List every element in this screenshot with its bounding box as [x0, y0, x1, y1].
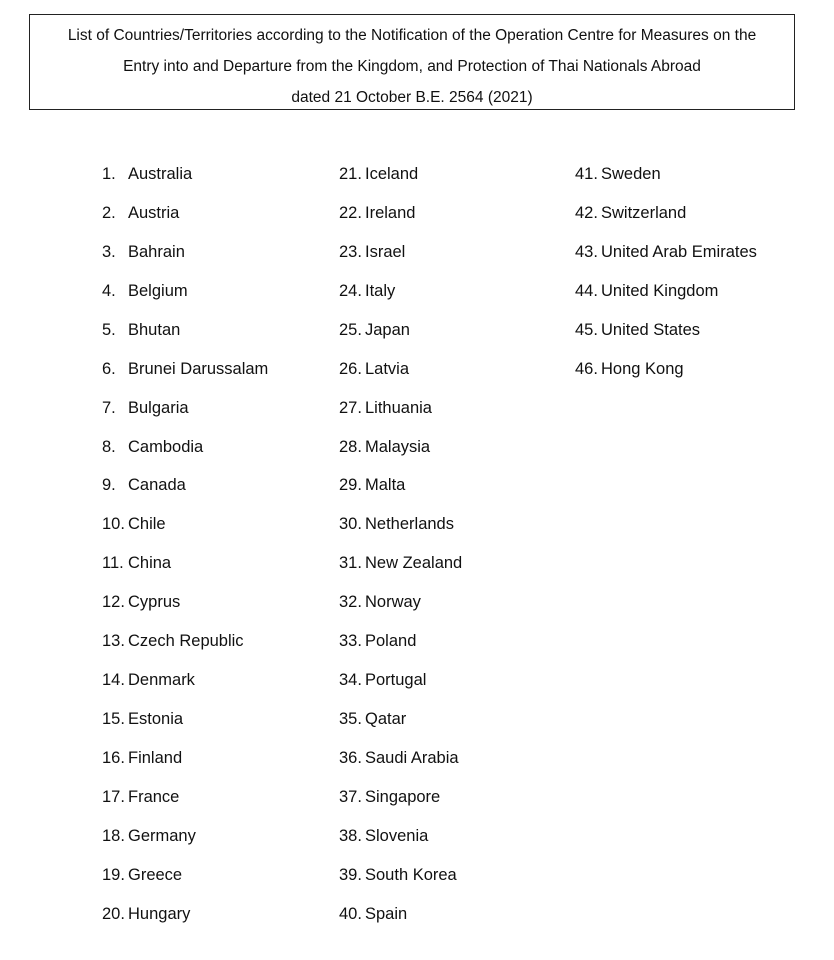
item-number: 33.	[339, 632, 362, 651]
country-list-item	[339, 505, 462, 544]
country-name: South Korea	[365, 865, 457, 884]
item-number: 39.	[339, 865, 362, 884]
country-name: United Arab Emirates	[601, 242, 757, 261]
country-list-item	[339, 311, 462, 350]
country-name: Italy	[365, 281, 396, 300]
country-name: Hungary	[128, 904, 191, 923]
country-name: Bahrain	[128, 242, 185, 261]
country-name: Qatar	[365, 710, 407, 729]
country-list-item	[102, 739, 268, 778]
country-list-item	[339, 428, 462, 467]
item-number: 43.	[575, 242, 598, 261]
item-number: 31.	[339, 554, 362, 573]
country-list-item	[102, 505, 268, 544]
country-list-item	[102, 194, 268, 233]
country-name: Denmark	[128, 671, 195, 690]
country-name: Austria	[128, 203, 180, 222]
country-list-item	[102, 467, 268, 506]
country-list-item	[102, 583, 268, 622]
country-list-item	[339, 856, 462, 895]
item-number: 24.	[339, 281, 362, 300]
country-list-item	[102, 661, 268, 700]
item-number: 27.	[339, 398, 362, 417]
item-number: 10.	[102, 515, 125, 534]
country-list-item	[339, 817, 462, 856]
item-number: 32.	[339, 593, 362, 612]
country-name: Bulgaria	[128, 398, 189, 417]
country-list-item	[102, 272, 268, 311]
item-number: 26.	[339, 359, 362, 378]
country-list-item	[575, 155, 757, 194]
country-name: Czech Republic	[128, 632, 244, 651]
country-list-item	[339, 622, 462, 661]
title-line-2: Entry into and Departure from the Kingdom, and Protection of Thai Nationals Abroad	[123, 58, 701, 75]
country-list-item	[102, 311, 268, 350]
country-name: France	[128, 787, 180, 806]
country-name: Israel	[365, 242, 406, 261]
item-number: 9.	[102, 476, 116, 495]
country-list-item	[102, 155, 268, 194]
country-list-item	[575, 272, 757, 311]
item-number: 4.	[102, 281, 116, 300]
country-list-item	[102, 778, 268, 817]
country-list-item	[339, 155, 462, 194]
item-number: 18.	[102, 826, 125, 845]
country-name: Spain	[365, 904, 408, 923]
country-list-item	[339, 700, 462, 739]
country-name: Switzerland	[601, 203, 687, 222]
item-number: 12.	[102, 593, 125, 612]
item-number: 11.	[102, 554, 124, 573]
country-name: Saudi Arabia	[365, 749, 459, 768]
country-name: United States	[601, 320, 701, 339]
country-name: China	[128, 554, 172, 573]
country-list-item	[102, 622, 268, 661]
country-name: Germany	[128, 826, 196, 845]
country-name: Brunei Darussalam	[128, 359, 269, 378]
item-number: 8.	[102, 437, 116, 456]
country-list-item	[102, 544, 268, 583]
country-list-item	[339, 350, 462, 389]
country-list-item	[339, 544, 462, 583]
country-list-item	[102, 233, 268, 272]
country-list-item	[575, 233, 757, 272]
country-list-item	[339, 778, 462, 817]
country-name: Finland	[128, 749, 183, 768]
country-list-item	[339, 583, 462, 622]
country-name: Netherlands	[365, 515, 454, 534]
country-list-item	[102, 895, 268, 934]
country-list-item	[102, 817, 268, 856]
country-name: Cyprus	[128, 593, 181, 612]
country-name: Sweden	[601, 164, 661, 183]
country-name: United Kingdom	[601, 281, 719, 300]
country-list-item	[339, 739, 462, 778]
country-name: Poland	[365, 632, 417, 651]
country-column-2	[339, 155, 462, 934]
item-number: 42.	[575, 203, 598, 222]
item-number: 16.	[102, 749, 125, 768]
country-name: Ireland	[365, 203, 416, 222]
country-list-item	[575, 194, 757, 233]
item-number: 35.	[339, 710, 362, 729]
country-name: Estonia	[128, 710, 184, 729]
item-number: 14.	[102, 671, 125, 690]
item-number: 15.	[102, 710, 125, 729]
item-number: 37.	[339, 787, 362, 806]
country-name: Norway	[365, 593, 421, 612]
country-list-item	[102, 350, 268, 389]
item-number: 28.	[339, 437, 362, 456]
item-number: 7.	[102, 398, 116, 417]
country-name: Greece	[128, 865, 183, 884]
country-name: Japan	[365, 320, 410, 339]
item-number: 45.	[575, 320, 598, 339]
country-list-item	[102, 856, 268, 895]
item-number: 38.	[339, 826, 362, 845]
country-name: Chile	[128, 515, 166, 534]
country-list-item	[575, 311, 757, 350]
item-number: 6.	[102, 359, 116, 378]
country-name: Latvia	[365, 359, 410, 378]
item-number: 41.	[575, 164, 598, 183]
country-column-3	[575, 155, 757, 389]
document-title-box	[29, 14, 795, 110]
country-name: Malta	[365, 476, 406, 495]
item-number: 19.	[102, 865, 125, 884]
country-name: Portugal	[365, 671, 427, 690]
country-name: New Zealand	[365, 554, 463, 573]
item-number: 36.	[339, 749, 362, 768]
country-list-item	[339, 895, 462, 934]
country-list-item	[339, 389, 462, 428]
country-name: Lithuania	[365, 398, 432, 417]
country-list-item	[102, 389, 268, 428]
item-number: 13.	[102, 632, 125, 651]
title-line-3: dated 21 October B.E. 2564 (2021)	[291, 89, 533, 106]
item-number: 34.	[339, 671, 362, 690]
item-number: 25.	[339, 320, 362, 339]
item-number: 5.	[102, 320, 116, 339]
country-list-item	[339, 194, 462, 233]
country-list-item	[102, 428, 268, 467]
item-number: 40.	[339, 904, 362, 923]
country-column-1	[102, 155, 268, 934]
item-number: 22.	[339, 203, 362, 222]
item-number: 2.	[102, 203, 116, 222]
item-number: 30.	[339, 515, 362, 534]
country-name: Canada	[128, 476, 186, 495]
country-name: Cambodia	[128, 437, 204, 456]
country-name: Belgium	[128, 281, 188, 300]
title-line-1: List of Countries/Territories according to the Notification of the Operation Centre for Measures on the	[67, 27, 757, 44]
item-number: 44.	[575, 281, 598, 300]
country-list-item	[339, 661, 462, 700]
country-list-item	[102, 700, 268, 739]
country-name: Slovenia	[365, 826, 429, 845]
item-number: 1.	[102, 164, 116, 183]
country-list-item	[339, 233, 462, 272]
item-number: 23.	[339, 242, 362, 261]
country-list-item	[339, 272, 462, 311]
country-name: Singapore	[365, 787, 441, 806]
item-number: 20.	[102, 904, 125, 923]
country-name: Iceland	[365, 164, 419, 183]
item-number: 21.	[339, 164, 362, 183]
country-list-item	[339, 467, 462, 506]
item-number: 46.	[575, 359, 598, 378]
country-name: Malaysia	[365, 437, 431, 456]
item-number: 29.	[339, 476, 362, 495]
country-name: Hong Kong	[601, 359, 684, 378]
country-list-item	[575, 350, 757, 389]
item-number: 3.	[102, 242, 116, 261]
country-name: Australia	[128, 164, 193, 183]
item-number: 17.	[102, 787, 125, 806]
country-name: Bhutan	[128, 320, 181, 339]
